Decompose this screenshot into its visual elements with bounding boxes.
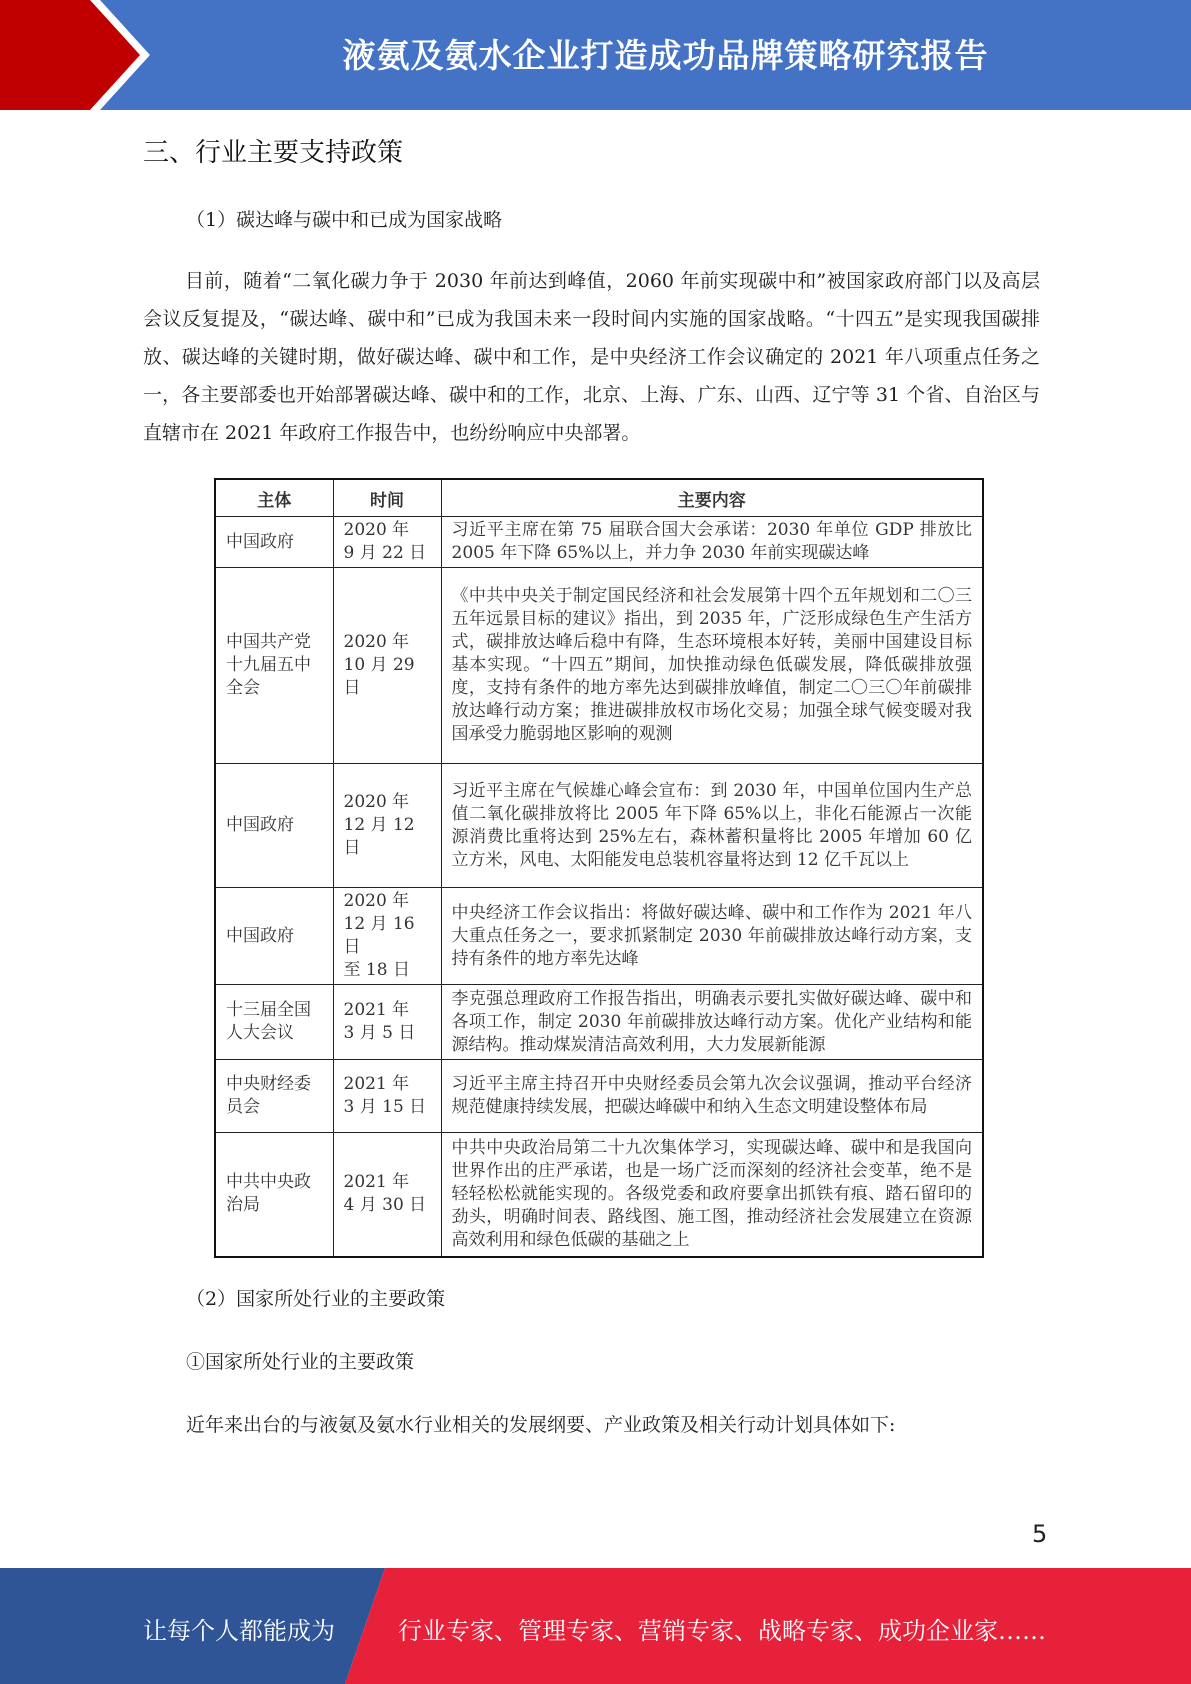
table-row	[215, 764, 983, 888]
header-time: 时间	[333, 479, 441, 517]
cell-time: 2020 年 9 月 22 日	[333, 517, 441, 568]
page-number: 5	[1032, 1520, 1048, 1548]
subheading-industry-policy-item: ①国家所处行业的主要政策	[186, 1351, 415, 1373]
page-header	[0, 0, 1191, 110]
cell-content: 中共中央政治局第二十九次集体学习，实现碳达峰、碳中和是我国向世界作出的庄严承诺，也是一场广泛而深刻的经济社会变革，绝不是轻轻松松就能实现的。各级党委和政府要拿出抓铁有痕、踏石留印的劲头，明确时间表、路线图、施工图，推动经济社会发展建立在资源高效利用和绿色低碳的基础之上	[441, 1133, 983, 1257]
intro-paragraph: 近年来出台的与液氨及氨水行业相关的发展纲要、产业政策及相关行动计划具体如下:	[186, 1414, 896, 1436]
footer-slogan-right: 行业专家、管理专家、营销专家、战略专家、成功企业家……	[398, 1617, 1046, 1645]
cell-content: 《中共中央关于制定国民经济和社会发展第十四个五年规划和二〇三五年远景目标的建议》指出，到 2035 年，广泛形成绿色生产生活方式，碳排放达峰后稳中有降，生态环境根本好转，美丽中国建设目标基本实现。“十四五”期间，加快推动绿色低碳发展，降低碳排放强度，支持有条件的地方率先达到碳排放峰值，制定二〇三〇年前碳排放达峰行动方案；推进碳排放权市场化交易；加强全球气候变暖对我国承受力脆弱地区影响的观测	[441, 568, 983, 764]
report-title: 液氨及氨水企业打造成功品牌策略研究报告	[342, 36, 989, 75]
subheading-industry-policy: （2）国家所处行业的主要政策	[186, 1288, 446, 1310]
policy-table	[214, 478, 984, 1258]
body-paragraph: 目前，随着“二氧化碳力争于 2030 年前达到峰值，2060 年前实现碳中和”被国家政府部门以及高层会议反复提及，“碳达峰、碳中和”已成为我国未来一段时间内实施的国家战略。“十四五”是实现我国碳排放、碳达峰的关键时期，做好碳达峰、碳中和工作，是中央经济工作会议确定的 2021 年八项重点任务之一，各主要部委也开始部署碳达峰、碳中和的工作，北京、上海、广东、山西、辽宁等 31 个省、自治区与直辖市在 2021 年政府工作报告中，也纷纷响应中央部署。	[143, 270, 1040, 444]
subheading-carbon-strategy: （1）碳达峰与碳中和已成为国家战略	[186, 209, 503, 231]
cell-content: 习近平主席主持召开中央财经委员会第九次会议强调，推动平台经济规范健康持续发展，把碳达峰碳中和纳入生态文明建设整体布局	[441, 1060, 983, 1133]
cell-content: 习近平主席在气候雄心峰会宣布：到 2030 年，中国单位国内生产总值二氧化碳排放将比 2005 年下降 65%以上，非化石能源占一次能源消费比重将达到 25%左右，森林蓄积量将比 2005 年增加 60 亿立方米，风电、太阳能发电总装机容量将达到 12 亿千瓦以上	[441, 764, 983, 888]
cell-content: 李克强总理政府工作报告指出，明确表示要扎实做好碳达峰、碳中和各项工作，制定 2030 年前碳排放达峰行动方案。优化产业结构和能源结构。推动煤炭清洁高效利用，大力发展新能源	[441, 985, 983, 1060]
cell-subject: 中国共产党十九届五中全会	[215, 568, 333, 764]
section-heading: 三、行业主要支持政策	[143, 138, 404, 168]
cell-subject: 中国政府	[215, 888, 333, 985]
cell-subject: 中共中央政治局	[215, 1133, 333, 1257]
header-content: 主要内容	[441, 479, 983, 517]
cell-time: 2021 年 3 月 5 日	[333, 985, 441, 1060]
table-row	[215, 1133, 983, 1257]
cell-subject: 中国政府	[215, 517, 333, 568]
cell-time: 2021 年 4 月 30 日	[333, 1133, 441, 1257]
table-row	[215, 517, 983, 568]
cell-time: 2021 年 3 月 15 日	[333, 1060, 441, 1133]
cell-time: 2020 年 12 月 16 日 至 18 日	[333, 888, 441, 985]
header-subject: 主体	[215, 479, 333, 517]
table-row	[215, 1060, 983, 1133]
cell-subject: 中央财经委员会	[215, 1060, 333, 1133]
table-row	[215, 985, 983, 1060]
table-row	[215, 568, 983, 764]
page-footer	[0, 1568, 1191, 1684]
cell-content: 中央经济工作会议指出：将做好碳达峰、碳中和工作作为 2021 年八大重点任务之一，要求抓紧制定 2030 年前碳排放达峰行动方案，支持有条件的地方率先达峰	[441, 888, 983, 985]
table-row	[215, 888, 983, 985]
table-header-row	[215, 479, 983, 517]
footer-slogan-left: 让每个人都能成为	[143, 1617, 335, 1645]
cell-content: 习近平主席在第 75 届联合国大会承诺：2030 年单位 GDP 排放比 2005 年下降 65%以上，并力争 2030 年前实现碳达峰	[441, 517, 983, 568]
cell-time: 2020 年 12 月 12 日	[333, 764, 441, 888]
cell-time: 2020 年 10 月 29 日	[333, 568, 441, 764]
cell-subject: 十三届全国人大会议	[215, 985, 333, 1060]
cell-subject: 中国政府	[215, 764, 333, 888]
